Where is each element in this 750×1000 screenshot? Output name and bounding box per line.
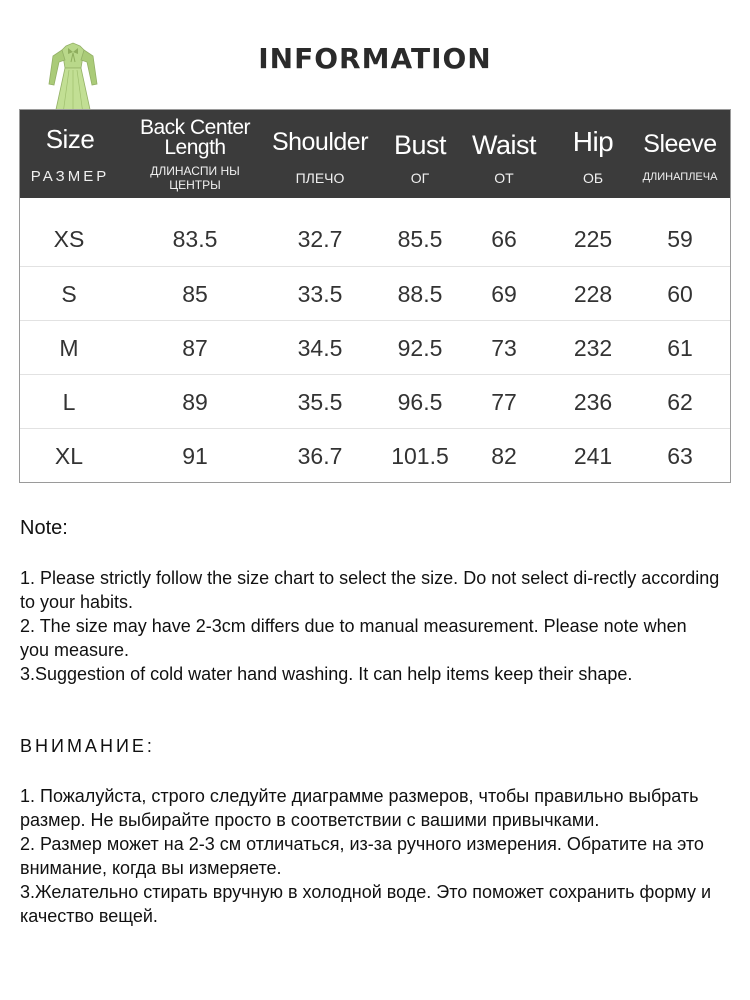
note-ru-item: 1. Пожалуйста, строго следуйте диаграмме размеров, чтобы правильно выбрать размер. Не выбирайте просто в соответствии с вашими привычками. [20, 786, 699, 830]
note-ru-item: 2. Размер может на 2-3 см отличаться, из-за ручного измерения. Обратите на это внимание, когда вы измеряете. [20, 834, 704, 878]
note-heading: Note: [20, 517, 68, 539]
table-header [20, 110, 730, 198]
note-item: 1. Please strictly follow the size chart to select the size. Do not select di-rectly according to your habits. [20, 568, 720, 612]
size-chart-table [19, 109, 731, 483]
note-ru-item: 3.Желательно стирать вручную в холодной воде. Это поможет сохранить форму и качество вещей. [20, 882, 712, 926]
header-back-center-length: Back Center Length ДЛИНАСПИ НЫ ЦЕНТРЫ [139, 116, 251, 192]
header-waist: Waist ОТ [472, 130, 536, 186]
header-shoulder: Shoulder ПЛЕЧО [271, 128, 369, 186]
page-title: INFORMATION [258, 42, 492, 75]
note-item: 3.Suggestion of cold water hand washing. It can help items keep their shape. [20, 664, 633, 684]
note-item: 2. The size may have 2-3cm differs due to manual measurement. Please note when you measure. [20, 616, 687, 660]
table-row: XL 91 36.7 101.5 82 241 63 [20, 428, 730, 483]
page-header [0, 0, 750, 110]
note-ru-list [20, 784, 720, 928]
table-row: L 89 35.5 96.5 77 236 62 [20, 374, 730, 429]
header-size: Size РАЗМЕР [30, 124, 110, 185]
table-row: M 87 34.5 92.5 73 232 61 [20, 320, 730, 375]
note-list [20, 566, 720, 686]
table-row: XS 83.5 32.7 85.5 66 225 59 [53, 226, 693, 252]
header-bust: Bust ОГ [393, 130, 447, 186]
header-hip: Hip ОБ [572, 126, 614, 186]
table-row: S 85 33.5 88.5 69 228 60 [20, 266, 730, 321]
note-ru-heading: ВНИМАНИЕ: [20, 736, 155, 756]
header-sleeve: Sleeve ДЛИНАПЛЕЧА [642, 130, 718, 183]
